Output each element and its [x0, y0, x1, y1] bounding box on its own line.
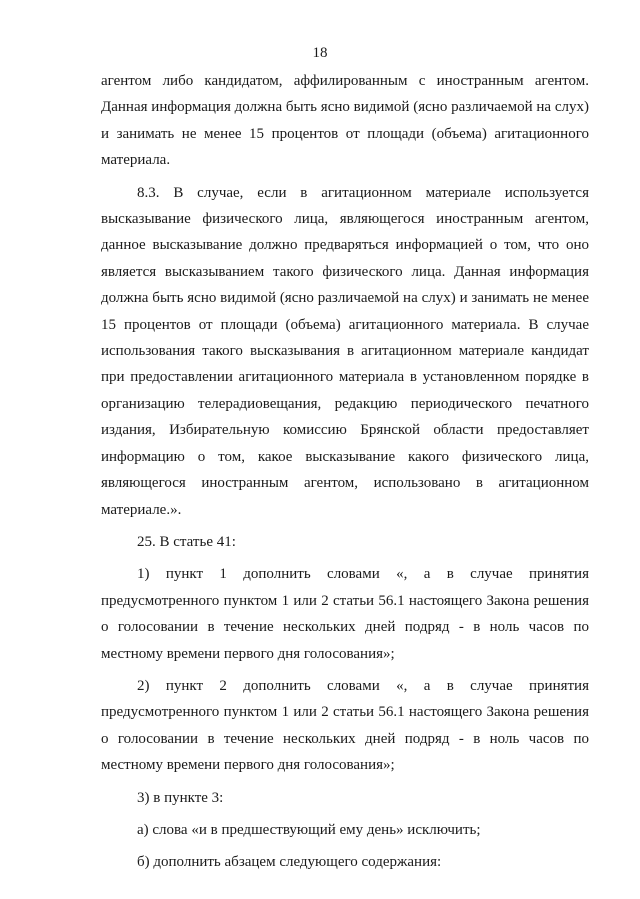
paragraph-item-3: 3) в пункте 3: — [137, 789, 224, 806]
paragraph-item-1: 1) пункт 1 дополнить словами «, а в случае принятия предусмотренного пунктом 1 или 2 статьи 56.1 настоящего Закона решения о голосовании в течение нескольких дней подряд - в ноль часов по местному времени первого дня голосования»; — [101, 566, 589, 662]
paragraph-8-3: 8.3. В случае, если в агитационном материале используется высказывание физического лица, являющегося иностранным агентом, данное высказывание должно предваряться информацией о том, что оно является высказыванием такого физического лица. Данная информация должна быть ясно видимой (ясно различаемой на слух) и занимать не менее 15 процентов от площади (объема) агитационного материала. В случае использования такого высказывания в агитационном материале кандидат при предоставлении агитационного материала в установленном порядке в организацию телерадиовещания, редакцию периодического печатного издания, Избирательную комиссию Брянской области предоставляет информацию о том, какое высказывание какого физического лица, являющегося иностранным агентом, использовано в агитационном материале.». — [101, 184, 589, 518]
paragraph-subitem-b: б) дополнить абзацем следующего содержания: — [137, 854, 442, 871]
paragraph-continuation: агентом либо кандидатом, аффилированным с иностранным агентом. Данная информация должна быть ясно видимой (ясно различаемой на слух) и занимать не менее 15 процентов от площади (объема) агитационного материала. — [101, 73, 589, 169]
paragraph-item-2: 2) пункт 2 дополнить словами «, а в случае принятия предусмотренного пунктом 1 или 2 статьи 56.1 настоящего Закона решения о голосовании в течение нескольких дней подряд - в ноль часов по местному времени первого дня голосования»; — [101, 677, 589, 774]
page-number: 18 — [312, 45, 328, 61]
paragraph-article-25: 25. В статье 41: — [137, 533, 236, 550]
document-body — [101, 68, 589, 876]
paragraph-subitem-a: а) слова «и в предшествующий ему день» исключить; — [137, 821, 481, 838]
